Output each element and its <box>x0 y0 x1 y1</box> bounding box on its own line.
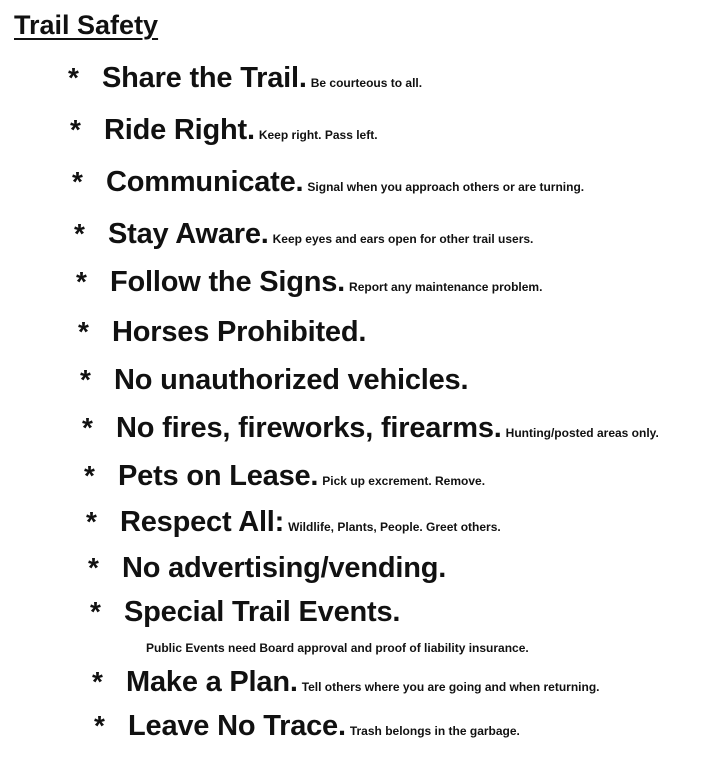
bullet-asterisk: * <box>72 166 83 197</box>
bullet-asterisk: * <box>74 218 85 249</box>
bullet-asterisk: * <box>92 666 103 697</box>
rule-leave-no-trace <box>94 712 520 741</box>
rule-detail: Pick up excrement. Remove. <box>322 474 486 488</box>
rule-share-the-trail <box>68 64 422 93</box>
rule-detail: Trash belongs in the garbage. <box>349 724 520 738</box>
rule-detail: Wildlife, Plants, People. Greet others. <box>288 520 501 534</box>
rule-horses-prohibited <box>78 318 370 347</box>
bullet-asterisk: * <box>88 552 99 583</box>
rule-heading: Respect All: <box>120 506 285 538</box>
rule-heading: Pets on Lease. <box>118 460 319 492</box>
rule-no-unauthorized-vehicles <box>80 366 472 395</box>
bullet-asterisk: * <box>86 506 97 537</box>
bullet-asterisk: * <box>78 316 89 347</box>
rule-heading: Ride Right. <box>104 114 255 146</box>
rule-follow-the-signs <box>76 268 542 297</box>
rule-ride-right <box>70 116 378 145</box>
rule-detail: Keep eyes and ears open for other trail users. <box>272 232 534 246</box>
rule-no-fires <box>82 414 659 443</box>
rule-detail: Be courteous to all. <box>310 76 423 90</box>
rule-detail: Hunting/posted areas only. <box>505 426 659 440</box>
rule-heading: Leave No Trace. <box>128 710 346 742</box>
rule-heading: Stay Aware. <box>108 218 269 250</box>
rule-special-trail-events <box>90 598 404 627</box>
rule-heading: Make a Plan. <box>126 666 298 698</box>
rule-detail: Tell others where you are going and when returning. <box>301 680 600 694</box>
rule-heading: No advertising/vending. <box>122 552 447 584</box>
rule-heading: Follow the Signs. <box>110 266 346 298</box>
rule-detail: Keep right. Pass left. <box>258 128 378 142</box>
bullet-asterisk: * <box>80 364 91 395</box>
rule-heading: No fires, fireworks, firearms. <box>116 412 502 444</box>
rule-stay-aware <box>74 220 533 249</box>
bullet-asterisk: * <box>82 412 93 443</box>
rule-heading: Share the Trail. <box>102 62 307 94</box>
rule-detail: Signal when you approach others or are turning. <box>307 180 585 194</box>
special-events-note: Public Events need Board approval and proof of liability insurance. <box>146 641 529 655</box>
bullet-asterisk: * <box>94 710 105 741</box>
bullet-asterisk: * <box>70 114 81 145</box>
rule-no-advertising <box>88 554 450 583</box>
rule-heading: No unauthorized vehicles. <box>114 364 469 396</box>
rule-respect-all <box>86 508 501 537</box>
rule-heading: Special Trail Events. <box>124 596 401 628</box>
bullet-asterisk: * <box>68 62 79 93</box>
page-title: Trail Safety <box>14 10 159 40</box>
rule-pets-on-lease <box>84 462 485 491</box>
rule-heading: Communicate. <box>106 166 304 198</box>
rule-make-a-plan <box>92 668 600 697</box>
rule-communicate <box>72 168 584 197</box>
rule-detail: Report any maintenance problem. <box>349 280 543 294</box>
rule-heading: Horses Prohibited. <box>112 316 367 348</box>
bullet-asterisk: * <box>84 460 95 491</box>
bullet-asterisk: * <box>76 266 87 297</box>
bullet-asterisk: * <box>90 596 101 627</box>
